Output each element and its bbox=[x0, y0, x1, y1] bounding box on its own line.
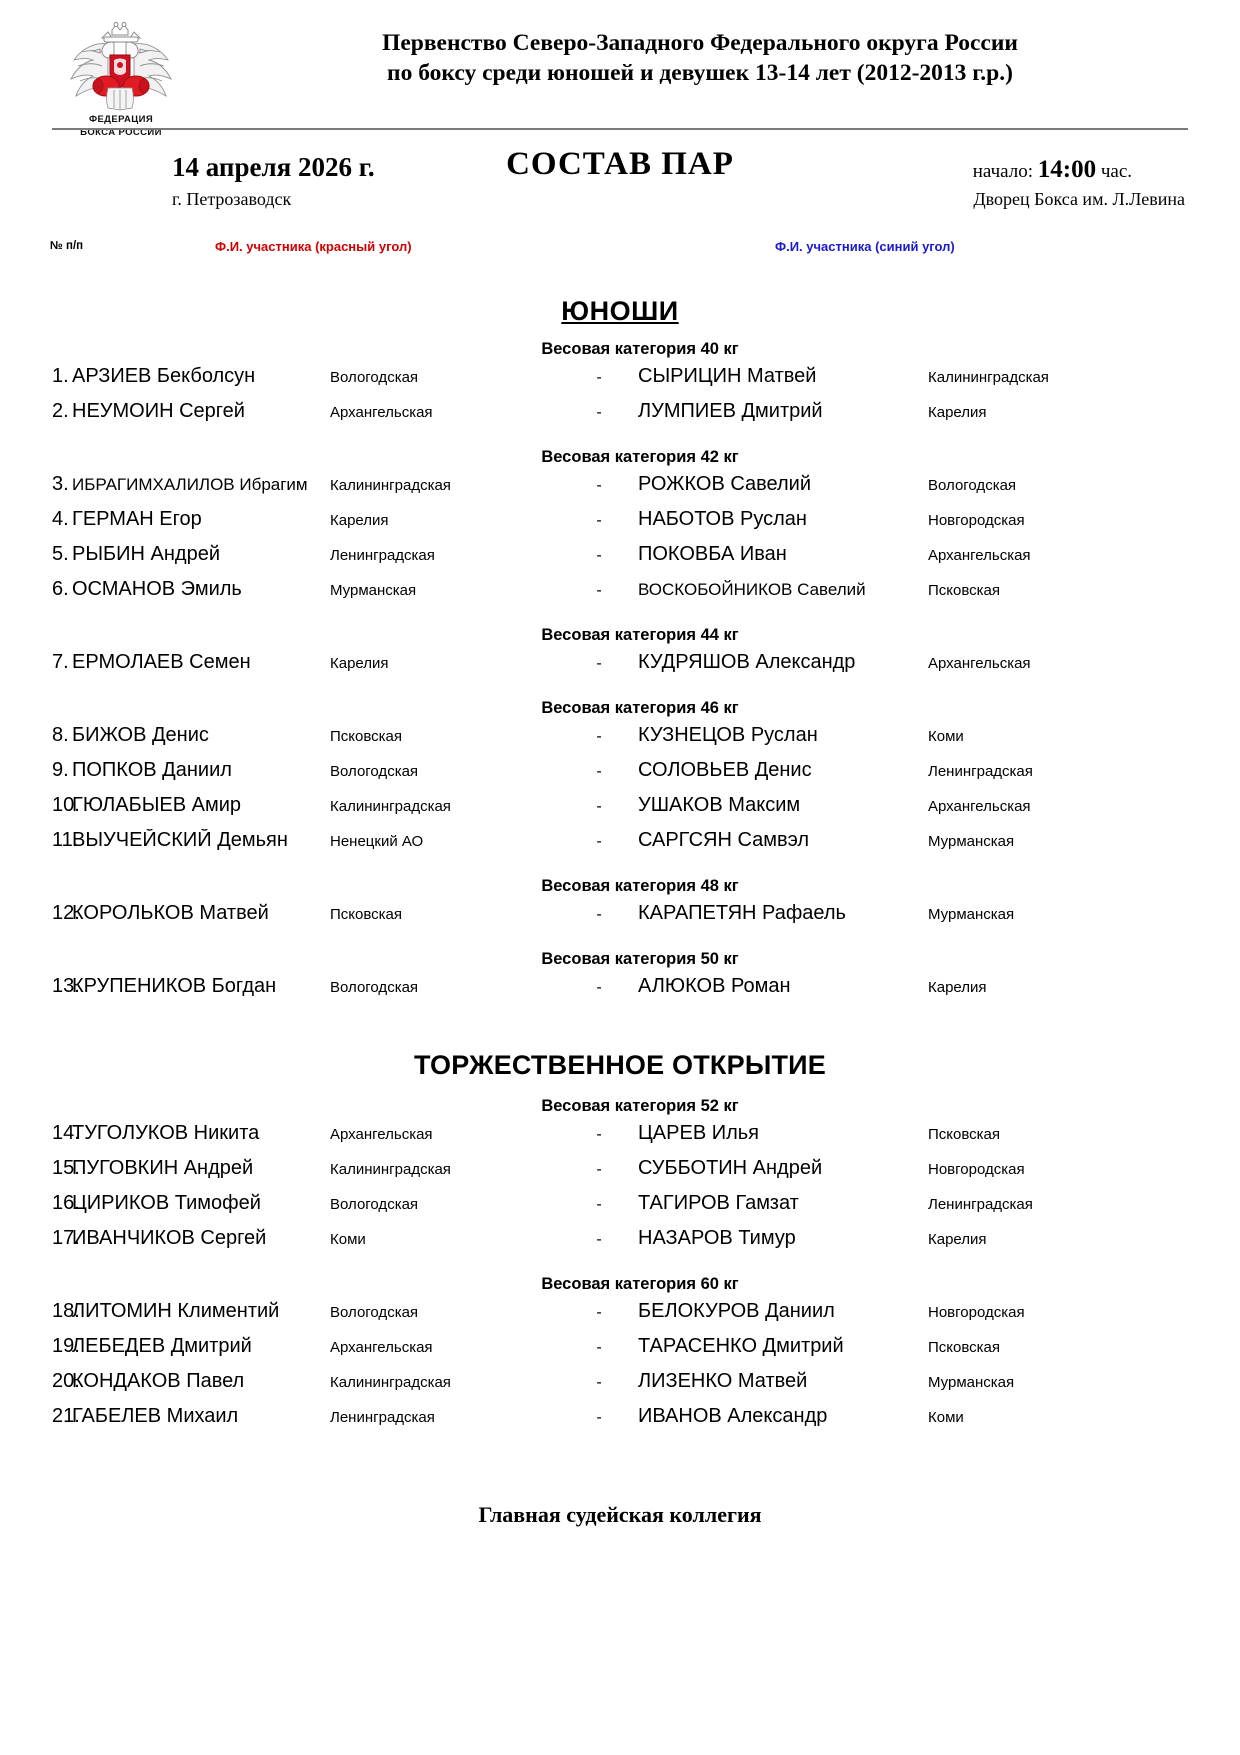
bouts-container bbox=[0, 296, 1240, 1440]
bout-number: 1. bbox=[52, 365, 69, 387]
blue-corner-name: НАЗАРОВ Тимур bbox=[638, 1227, 796, 1249]
bout-group bbox=[0, 651, 1240, 686]
start-label: начало: bbox=[972, 161, 1033, 182]
blue-corner-name: КУЗНЕЦОВ Руслан bbox=[638, 724, 818, 746]
red-corner-region: Архангельская bbox=[330, 1126, 433, 1143]
blue-corner-region: Вологодская bbox=[928, 477, 1017, 494]
red-corner-name: РЫБИН Андрей bbox=[72, 543, 221, 565]
bout-number: 6. bbox=[52, 578, 69, 600]
bout-number: 13. bbox=[52, 975, 80, 997]
header-divider bbox=[52, 128, 1188, 130]
weight-category-heading: Весовая категория 46 кг bbox=[541, 699, 739, 717]
blue-corner-name: ЛУМПИЕВ Дмитрий bbox=[638, 400, 823, 422]
red-corner-region: Псковская bbox=[330, 728, 403, 745]
blue-corner-region: Карелия bbox=[928, 979, 987, 996]
weight-category-heading: Весовая категория 50 кг bbox=[541, 950, 739, 968]
bout-row bbox=[0, 400, 1240, 435]
bout-group bbox=[0, 1122, 1240, 1262]
start-unit: час. bbox=[1100, 161, 1132, 182]
versus-dash: - bbox=[596, 798, 602, 815]
bout-group bbox=[0, 365, 1240, 435]
versus-dash: - bbox=[596, 1304, 602, 1321]
blue-corner-name: БЕЛОКУРОВ Даниил bbox=[638, 1300, 835, 1322]
blue-corner-name: ПОКОВБА Иван bbox=[638, 543, 787, 565]
event-meta bbox=[0, 144, 1240, 236]
red-corner-name: ЛЕБЕДЕВ Дмитрий bbox=[72, 1335, 252, 1357]
bout-number: 9. bbox=[52, 759, 69, 781]
page-title: СОСТАВ ПАР bbox=[506, 146, 734, 182]
bout-row bbox=[0, 975, 1240, 1010]
blue-corner-region: Мурманская bbox=[928, 906, 1015, 923]
weight-category-heading: Весовая категория 60 кг bbox=[541, 1275, 739, 1293]
bout-row bbox=[0, 902, 1240, 937]
blue-corner-region: Ленинградская bbox=[928, 1196, 1033, 1213]
bout-row bbox=[0, 365, 1240, 400]
red-corner-name: ТУГОЛУКОВ Никита bbox=[72, 1122, 260, 1144]
blue-corner-region: Псковская bbox=[928, 1126, 1001, 1143]
bout-row bbox=[0, 473, 1240, 508]
blue-corner-name: НАБОТОВ Руслан bbox=[638, 508, 807, 530]
versus-dash: - bbox=[596, 477, 602, 494]
bout-group bbox=[0, 975, 1240, 1010]
weight-category-heading: Весовая категория 42 кг bbox=[541, 448, 739, 466]
bout-group bbox=[0, 473, 1240, 613]
bout-row bbox=[0, 1405, 1240, 1440]
red-corner-name: ОСМАНОВ Эмиль bbox=[72, 578, 242, 600]
bout-number: 2. bbox=[52, 400, 69, 422]
versus-dash: - bbox=[596, 547, 602, 564]
blue-corner-name: СОЛОВЬЕВ Денис bbox=[638, 759, 812, 781]
blue-corner-region: Архангельская bbox=[928, 655, 1031, 672]
red-corner-region: Вологодская bbox=[330, 369, 419, 386]
bout-row bbox=[0, 1335, 1240, 1370]
versus-dash: - bbox=[596, 1231, 602, 1248]
blue-corner-region: Мурманская bbox=[928, 833, 1015, 850]
versus-dash: - bbox=[596, 1126, 602, 1143]
weight-category-heading: Весовая категория 40 кг bbox=[541, 340, 739, 358]
bout-group bbox=[0, 724, 1240, 864]
bout-row bbox=[0, 1122, 1240, 1157]
blue-corner-region: Коми bbox=[928, 1409, 964, 1426]
blue-corner-name: ИВАНОВ Александр bbox=[638, 1405, 828, 1427]
tournament-title bbox=[200, 28, 1200, 88]
versus-dash: - bbox=[596, 763, 602, 780]
versus-dash: - bbox=[596, 906, 602, 923]
weight-category-heading: Весовая категория 48 кг bbox=[541, 877, 739, 895]
versus-dash: - bbox=[596, 1161, 602, 1178]
federation-logo bbox=[55, 22, 187, 138]
logo-caption-line1: ФЕДЕРАЦИЯ bbox=[88, 114, 154, 125]
red-corner-region: Карелия bbox=[330, 655, 389, 672]
red-corner-region: Архангельская bbox=[330, 1339, 433, 1356]
blue-corner-name: САРГСЯН Самвэл bbox=[638, 829, 810, 851]
blue-corner-name: ЛИЗЕНКО Матвей bbox=[638, 1370, 808, 1392]
red-corner-name: КРУПЕНИКОВ Богдан bbox=[72, 975, 277, 997]
versus-dash: - bbox=[596, 833, 602, 850]
red-corner-name: КОНДАКОВ Павел bbox=[72, 1370, 245, 1392]
bout-row bbox=[0, 543, 1240, 578]
red-corner-name: АРЗИЕВ Бекболсун bbox=[72, 365, 256, 387]
red-corner-region: Вологодская bbox=[330, 979, 419, 996]
bout-row bbox=[0, 1157, 1240, 1192]
red-corner-name: ВЫУЧЕЙСКИЙ Демьян bbox=[72, 829, 288, 851]
red-corner-region: Вологодская bbox=[330, 1196, 419, 1213]
red-corner-name: ИВАНЧИКОВ Сергей bbox=[72, 1227, 267, 1249]
versus-dash: - bbox=[596, 512, 602, 529]
blue-corner-name: ТАГИРОВ Гамзат bbox=[638, 1192, 799, 1214]
blue-corner-region: Новгородская bbox=[928, 1161, 1025, 1178]
blue-corner-name: СЫРИЦИН Матвей bbox=[638, 365, 817, 387]
red-corner-name: ПОПКОВ Даниил bbox=[72, 759, 232, 781]
versus-dash: - bbox=[596, 979, 602, 996]
red-corner-name: БИЖОВ Денис bbox=[72, 724, 209, 746]
red-corner-region: Калининградская bbox=[330, 1374, 451, 1391]
red-corner-region: Калининградская bbox=[330, 798, 451, 815]
bout-row bbox=[0, 1192, 1240, 1227]
red-corner-region: Псковская bbox=[330, 906, 403, 923]
red-corner-region: Калининградская bbox=[330, 1161, 451, 1178]
bout-row bbox=[0, 1370, 1240, 1405]
blue-corner-region: Калининградская bbox=[928, 369, 1049, 386]
bout-number: 7. bbox=[52, 651, 69, 673]
blue-corner-region: Архангельская bbox=[928, 798, 1031, 815]
document-header bbox=[0, 0, 1240, 138]
blue-corner-name: ВОСКОБОЙНИКОВ Савелий bbox=[638, 580, 866, 599]
red-corner-name: ПУГОВКИН Андрей bbox=[72, 1157, 254, 1179]
footer-signature: Главная судейская коллегия bbox=[478, 1502, 762, 1527]
versus-dash: - bbox=[596, 582, 602, 599]
red-corner-name: НЕУМОИН Сергей bbox=[72, 400, 245, 422]
bout-number: 10. bbox=[52, 794, 80, 816]
red-corner-region: Коми bbox=[330, 1231, 366, 1248]
bout-number: 19. bbox=[52, 1335, 80, 1357]
blue-corner-name: КАРАПЕТЯН Рафаель bbox=[638, 902, 846, 924]
weight-category-heading: Весовая категория 44 кг bbox=[541, 626, 739, 644]
versus-dash: - bbox=[596, 1374, 602, 1391]
tournament-title-line2: по боксу среди юношей и девушек 13-14 лет (2012-2013 г.р.) bbox=[387, 60, 1013, 86]
event-date: 14 апреля 2026 г. bbox=[172, 152, 375, 182]
blue-corner-region: Мурманская bbox=[928, 1374, 1015, 1391]
blue-corner-name: УШАКОВ Максим bbox=[638, 794, 801, 816]
red-corner-name: ЦИРИКОВ Тимофей bbox=[72, 1192, 261, 1214]
bout-group bbox=[0, 902, 1240, 937]
bout-number: 16. bbox=[52, 1192, 80, 1214]
double-headed-eagle-icon bbox=[62, 22, 180, 112]
bout-number: 11. bbox=[52, 829, 79, 851]
logo-caption-line2: БОКСА РОССИИ bbox=[80, 127, 162, 138]
bout-row bbox=[0, 829, 1240, 864]
start-time-value: 14:00 bbox=[1037, 156, 1097, 183]
red-corner-name: ЕРМОЛАЕВ Семен bbox=[72, 651, 251, 673]
bout-number: 21. bbox=[52, 1405, 80, 1427]
blue-corner-region: Новгородская bbox=[928, 1304, 1025, 1321]
section-heading: ЮНОШИ bbox=[561, 296, 679, 326]
blue-corner-name: ЦАРЕВ Илья bbox=[638, 1122, 760, 1144]
bout-row bbox=[0, 1227, 1240, 1262]
column-label-number: № п/п bbox=[50, 240, 84, 252]
bout-number: 4. bbox=[52, 508, 69, 530]
bout-row bbox=[0, 651, 1240, 686]
bout-number: 14. bbox=[52, 1122, 80, 1144]
blue-corner-region: Псковская bbox=[928, 1339, 1001, 1356]
bout-row bbox=[0, 759, 1240, 794]
bout-row bbox=[0, 724, 1240, 759]
event-city: г. Петрозаводск bbox=[172, 189, 292, 209]
blue-corner-name: РОЖКОВ Савелий bbox=[638, 473, 812, 495]
event-start-time bbox=[973, 156, 1132, 184]
red-corner-name: ЛИТОМИН Климентий bbox=[72, 1300, 280, 1322]
versus-dash: - bbox=[596, 655, 602, 672]
versus-dash: - bbox=[596, 1196, 602, 1213]
bout-group bbox=[0, 1300, 1240, 1440]
red-corner-name: ИБРАГИМХАЛИЛОВ Ибрагим bbox=[72, 475, 308, 494]
ceremony-heading: ТОРЖЕСТВЕННОЕ ОТКРЫТИЕ bbox=[414, 1050, 826, 1080]
bout-number: 20. bbox=[52, 1370, 80, 1392]
red-corner-region: Ленинградская bbox=[330, 1409, 435, 1426]
blue-corner-region: Псковская bbox=[928, 582, 1001, 599]
bout-number: 18. bbox=[52, 1300, 80, 1322]
red-corner-name: КОРОЛЬКОВ Матвей bbox=[72, 902, 269, 924]
event-venue: Дворец Бокса им. Л.Левина bbox=[973, 189, 1185, 209]
bout-number: 15. bbox=[52, 1157, 80, 1179]
blue-corner-region: Новгородская bbox=[928, 512, 1025, 529]
versus-dash: - bbox=[596, 1409, 602, 1426]
column-label-blue-corner: Ф.И. участника (синий угол) bbox=[775, 239, 955, 254]
bout-number: 5. bbox=[52, 543, 69, 565]
blue-corner-name: КУДРЯШОВ Александр bbox=[638, 651, 856, 673]
red-corner-region: Ленинградская bbox=[330, 547, 435, 564]
versus-dash: - bbox=[596, 369, 602, 386]
versus-dash: - bbox=[596, 728, 602, 745]
blue-corner-region: Ленинградская bbox=[928, 763, 1033, 780]
blue-corner-name: АЛЮКОВ Роман bbox=[638, 975, 791, 997]
blue-corner-region: Архангельская bbox=[928, 547, 1031, 564]
red-corner-region: Мурманская bbox=[330, 582, 417, 599]
red-corner-region: Калининградская bbox=[330, 477, 451, 494]
red-corner-name: ГЮЛАБЫЕВ Амир bbox=[72, 794, 242, 816]
tournament-title-line1: Первенство Северо-Западного Федерального округа России bbox=[382, 30, 1018, 56]
red-corner-name: ГАБЕЛЕВ Михаил bbox=[72, 1405, 239, 1427]
red-corner-region: Архангельская bbox=[330, 404, 433, 421]
bout-row bbox=[0, 508, 1240, 543]
bout-row bbox=[0, 578, 1240, 613]
blue-corner-name: СУББОТИН Андрей bbox=[638, 1157, 823, 1179]
red-corner-region: Карелия bbox=[330, 512, 389, 529]
red-corner-region: Ненецкий АО bbox=[330, 833, 424, 850]
column-labels bbox=[0, 236, 1240, 270]
blue-corner-region: Коми bbox=[928, 728, 964, 745]
versus-dash: - bbox=[596, 404, 602, 421]
red-corner-region: Вологодская bbox=[330, 763, 419, 780]
red-corner-region: Вологодская bbox=[330, 1304, 419, 1321]
bout-number: 17. bbox=[52, 1227, 80, 1249]
blue-corner-name: ТАРАСЕНКО Дмитрий bbox=[638, 1335, 844, 1357]
bout-number: 3. bbox=[52, 473, 69, 495]
column-label-red-corner: Ф.И. участника (красный угол) bbox=[215, 239, 412, 254]
bout-row bbox=[0, 794, 1240, 829]
bout-number: 8. bbox=[52, 724, 69, 746]
weight-category-heading: Весовая категория 52 кг bbox=[541, 1097, 739, 1115]
red-corner-name: ГЕРМАН Егор bbox=[72, 508, 202, 530]
bout-number: 12. bbox=[52, 902, 80, 924]
blue-corner-region: Карелия bbox=[928, 1231, 987, 1248]
versus-dash: - bbox=[596, 1339, 602, 1356]
bout-row bbox=[0, 1300, 1240, 1335]
blue-corner-region: Карелия bbox=[928, 404, 987, 421]
